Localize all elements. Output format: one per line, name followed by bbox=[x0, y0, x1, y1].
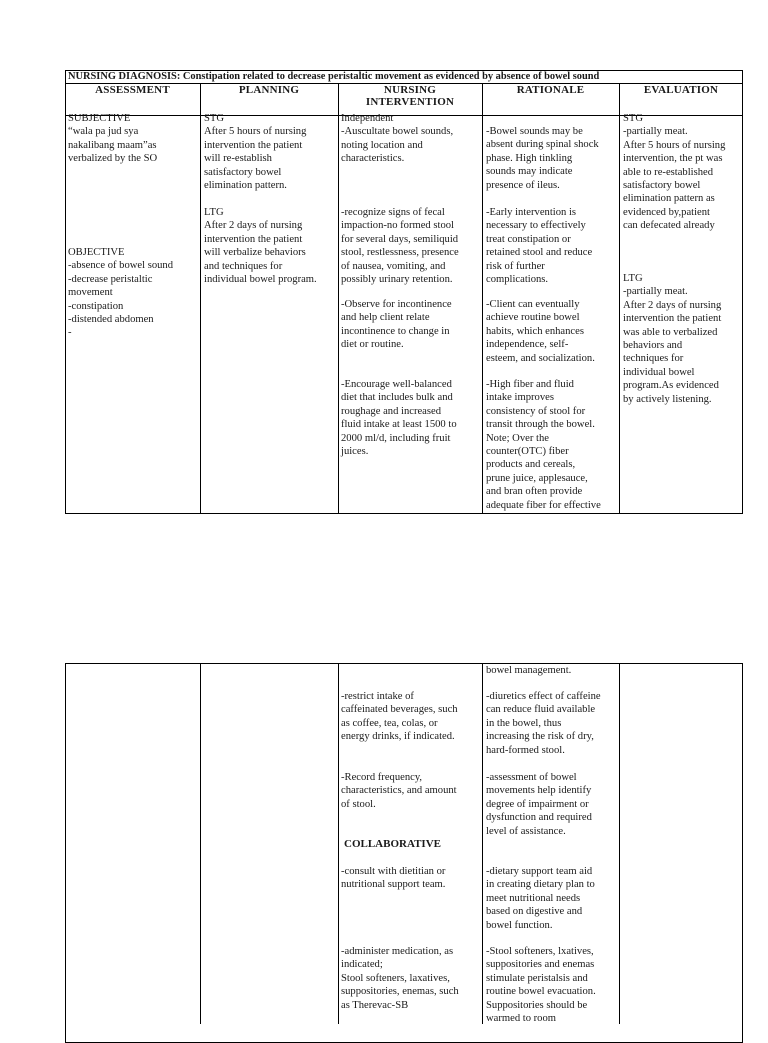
col-divider-3 bbox=[482, 663, 483, 1024]
col-divider-4 bbox=[619, 83, 620, 514]
rationale-caffeine: -diuretics effect of caffeine can reduce fluid available in the bowel, thus increasing the risk of dry, hard-formed stool. bbox=[486, 691, 601, 756]
diagnosis-label: NURSING DIAGNOSIS: bbox=[68, 71, 181, 82]
assessment-objective: OBJECTIVE -absence of bowel sound -decrease peristaltic movement -constipation -distended abdomen - bbox=[68, 247, 174, 339]
col-divider-2 bbox=[338, 663, 339, 1024]
diagnosis-text: Constipation related to decrease peristaltic movement as evidenced by absence of bowel sound bbox=[180, 71, 600, 82]
assessment-subjective: SUBJECTIVE “wala pa jud sya nakalibang maam”as verbalized by the SO bbox=[68, 113, 158, 165]
collaborative-heading: COLLABORATIVE bbox=[344, 838, 441, 850]
intervention-diet: -Encourage well-balanced diet that includes bulk and roughage and increased fluid intake at least 1500 to 2000 ml/d, including fruit juices. bbox=[341, 379, 457, 458]
col-divider-1 bbox=[200, 83, 201, 514]
evaluation-ltg: LTG -partially meat. After 2 days of nursing intervention the patient was able to verbalized behaviors and techniques for individual bowel program.As evidenced by actively listening. bbox=[623, 273, 722, 405]
care-plan-table-2 bbox=[65, 663, 743, 1024]
rationale-bowel-sounds: -Bowel sounds may be absent during spinal shock phase. High tinkling sounds may indicate presence of ileus. bbox=[486, 126, 599, 191]
rationale-medication: -Stool softeners, lxatives, suppositories and enemas stimulate peristalsis and routine bowel evacuation. Suppositories should be warmed to room bbox=[486, 946, 596, 1025]
planning-stg: STG After 5 hours of nursing intervention the patient will re-establish satisfactory bowel elimination pattern. bbox=[204, 113, 307, 192]
evaluation-stg: STG -partially meat. After 5 hours of nursing intervention, the pt was able to re-established satisfactory bowel elimination pattern as evidenced by,patient can defecated already bbox=[623, 113, 726, 232]
col-divider-2 bbox=[338, 83, 339, 514]
header-rationale: RATIONALE bbox=[516, 84, 585, 96]
intervention-dietitian: -consult with dietitian or nutritional support team. bbox=[341, 866, 446, 891]
col-divider-4 bbox=[619, 663, 620, 1024]
intervention-incontinence: -Observe for incontinence and help client relate incontinence to change in diet or routine. bbox=[341, 299, 452, 351]
rationale-continued: bowel management. bbox=[486, 665, 572, 676]
nursing-diagnosis-row bbox=[68, 71, 599, 83]
rationale-fiber-fluid: -High fiber and fluid intake improves consistency of stool for transit through the bowel. Note; Over the counter(OTC) fiber products and cereals, prune juice, applesauce, and bran often provide adequate fiber for effective bbox=[486, 379, 601, 511]
intervention-fecal-impaction: -recognize signs of fecal impaction-no formed stool for several days, semiliquid stool, restlessness, presence of nausea, vomiting, and possibly urinary retention. bbox=[341, 207, 459, 286]
col-divider-1 bbox=[200, 663, 201, 1024]
intervention-auscultate: Independent -Auscultate bowel sounds, noting location and characteristics. bbox=[341, 113, 454, 165]
intervention-caffeine: -restrict intake of caffeinated beverages, such as coffee, tea, colas, or energy drinks, if indicated. bbox=[341, 691, 458, 743]
intervention-record-stool: -Record frequency, characteristics, and amount of stool. bbox=[341, 772, 457, 810]
header-assessment: ASSESSMENT bbox=[95, 84, 170, 96]
header-intervention: NURSING INTERVENTION bbox=[365, 84, 455, 108]
rationale-assessment: -assessment of bowel movements help identify degree of impairment or dysfunction and required level of assistance. bbox=[486, 772, 592, 837]
col-divider-3 bbox=[482, 83, 483, 514]
planning-ltg: LTG After 2 days of nursing intervention the patient will verbalize behaviors and techniques for individual bowel program. bbox=[204, 207, 317, 286]
rationale-early-intervention: -Early intervention is necessary to effectively treat constipation or retained stool and reduce risk of further complications. bbox=[486, 207, 593, 286]
rationale-routine-habits: -Client can eventually achieve routine bowel habits, which enhances independence, self- esteem, and socialization. bbox=[486, 299, 595, 364]
rationale-dietary-team: -dietary support team aid in creating dietary plan to meet nutritional needs based on digestive and bowel function. bbox=[486, 866, 595, 931]
header-planning: PLANNING bbox=[238, 84, 300, 96]
header-evaluation: EVALUATION bbox=[643, 84, 719, 96]
intervention-medication: -administer medication, as indicated; Stool softeners, laxatives, suppositories, enemas, such as Therevac-SB bbox=[341, 946, 459, 1011]
care-plan-table-1 bbox=[65, 70, 743, 514]
